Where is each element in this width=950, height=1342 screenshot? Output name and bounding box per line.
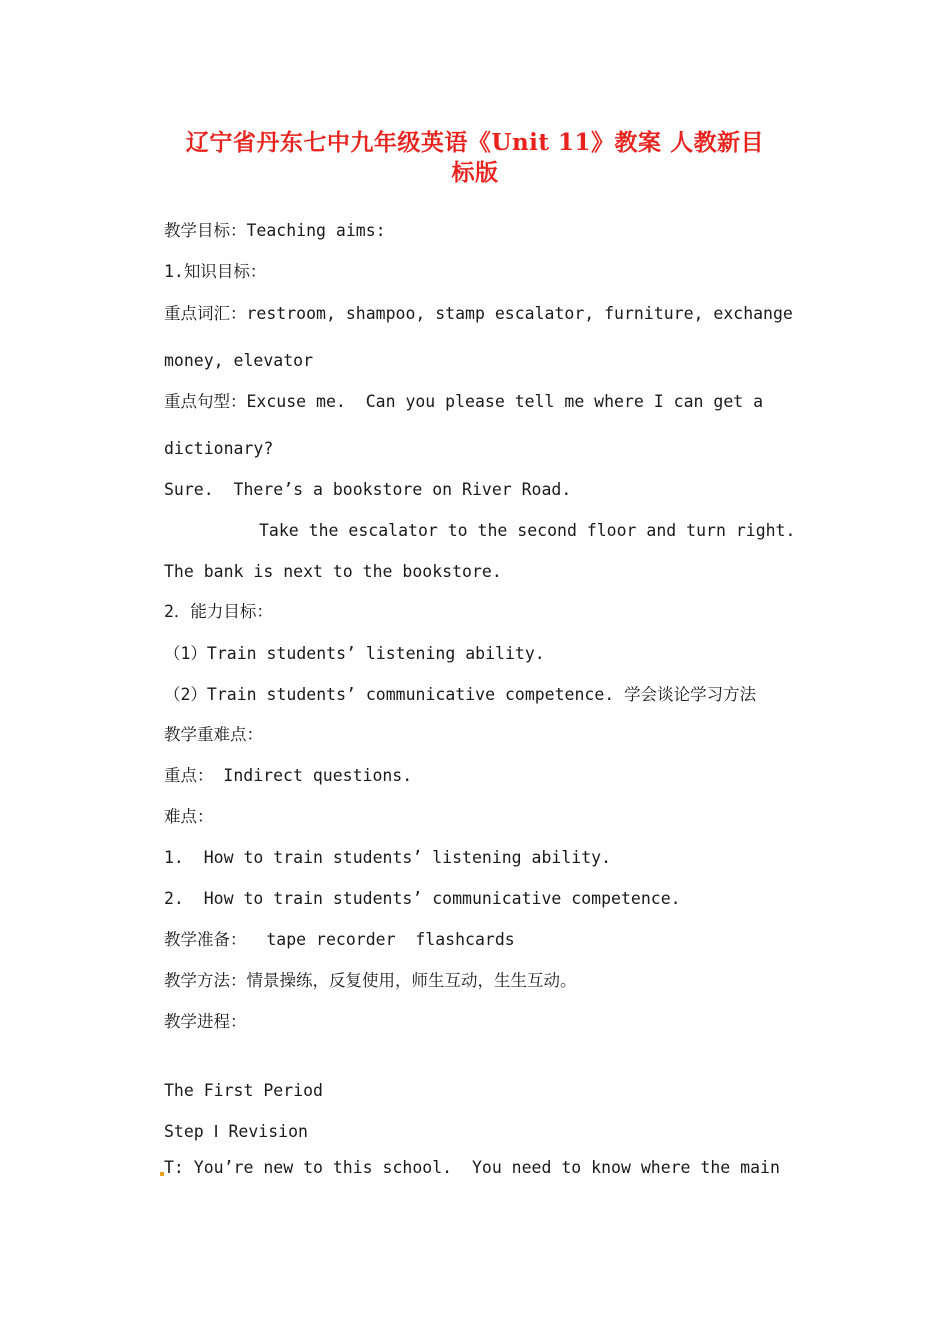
teaching-method-line: 教学方法：情景操练，反复使用，师生互动，生生互动。 (164, 971, 577, 990)
ability-aims-heading: 2．能力目标： (164, 602, 273, 621)
key-vocabulary-continued: money, elevator (164, 351, 314, 370)
sentence-answer-line: Sure. There’s a bookstore on River Road. (164, 480, 572, 499)
sentence-bank-line: The bank is next to the bookstore. (164, 562, 502, 581)
key-difficult-heading: 教学重难点： (164, 725, 263, 744)
knowledge-aims-heading: 1.知识目标： (164, 262, 267, 281)
difficult-item-2: 2. How to train students’ communicative competence. (164, 889, 681, 908)
difficult-item-1: 1. How to train students’ listening ability. (164, 848, 612, 867)
ability-item-1: （1）Train students’ listening ability. (164, 644, 545, 663)
teaching-preparation-line: 教学准备： tape recorder flashcards (164, 930, 515, 949)
ability-item-2: （2）Train students’ communicative competence. 学会谈论学习方法 (164, 685, 757, 704)
title-line-1: 辽宁省丹东七中九年级英语《Unit 11》教案 人教新目 (185, 129, 765, 156)
key-sentence-line: 重点句型：Excuse me. Can you please tell me where I can get a (164, 392, 764, 411)
step-heading: Step Ⅰ Revision (164, 1122, 308, 1141)
period-heading: The First Period (164, 1081, 323, 1100)
key-sentence-continued: dictionary? (164, 439, 274, 458)
title-line-2: 标版 (451, 159, 499, 186)
difficult-point-heading: 难点： (164, 807, 214, 826)
sentence-escalator-line: Take the escalator to the second floor and turn right. (259, 521, 796, 540)
key-vocabulary-line: 重点词汇：restroom, shampoo, stamp escalator, furniture, exchange (164, 304, 793, 323)
key-point-line: 重点： Indirect questions. (164, 766, 413, 785)
teaching-process-heading: 教学进程： (164, 1012, 247, 1031)
document-title (150, 128, 800, 188)
teaching-aims-heading: 教学目标：Teaching aims: (164, 221, 386, 240)
teacher-dialogue-line: T: You’re new to this school. You need to know where the main (164, 1158, 780, 1177)
